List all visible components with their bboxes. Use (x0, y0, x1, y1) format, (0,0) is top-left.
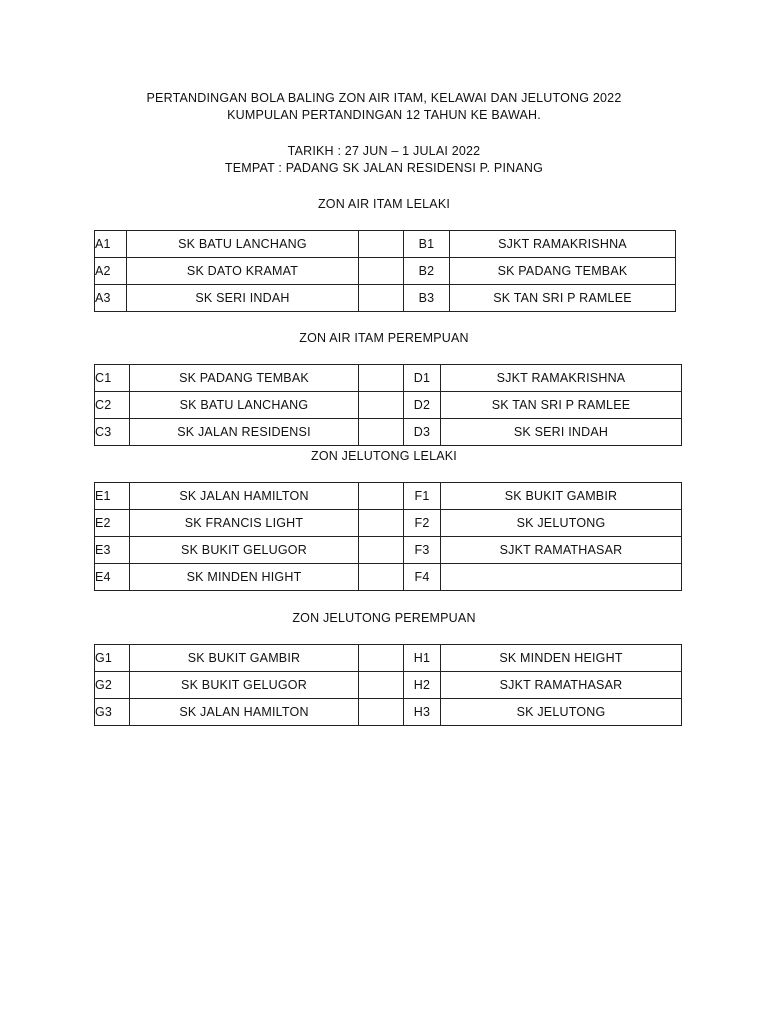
group-code: C2 (95, 392, 130, 419)
blank-cell (359, 392, 404, 419)
document-subtitle: KUMPULAN PERTANDINGAN 12 TAHUN KE BAWAH. (227, 108, 541, 122)
school-name: SJKT RAMATHASAR (441, 537, 682, 564)
group-code: H2 (404, 672, 441, 699)
table-row (95, 537, 682, 564)
date-line: TARIKH : 27 JUN – 1 JULAI 2022 (287, 144, 481, 158)
blank-cell (359, 510, 404, 537)
group-code: G1 (95, 645, 130, 672)
group-table-air-itam-perempuan (94, 364, 682, 446)
blank-cell (359, 419, 404, 446)
group-code: F2 (404, 510, 441, 537)
school-name: SK BUKIT GELUGOR (130, 537, 359, 564)
table-row (95, 699, 682, 726)
school-name: SK BATU LANCHANG (127, 231, 359, 258)
group-code: B2 (404, 258, 450, 285)
table-row (95, 231, 676, 258)
school-name (441, 564, 682, 591)
blank-cell (359, 699, 404, 726)
group-code: E3 (95, 537, 130, 564)
table-row (95, 365, 682, 392)
section-heading-jelutong-perempuan: ZON JELUTONG PEREMPUAN (292, 611, 476, 625)
group-code: F3 (404, 537, 441, 564)
group-code: C1 (95, 365, 130, 392)
school-name: SK MINDEN HEIGHT (441, 645, 682, 672)
school-name: SK BATU LANCHANG (130, 392, 359, 419)
school-name: SK TAN SRI P RAMLEE (450, 285, 676, 312)
school-name: SK PADANG TEMBAK (450, 258, 676, 285)
group-code: G3 (95, 699, 130, 726)
school-name: SK JELUTONG (441, 699, 682, 726)
group-code: F1 (404, 483, 441, 510)
table-row (95, 392, 682, 419)
school-name: SK JALAN HAMILTON (130, 699, 359, 726)
school-name: SK BUKIT GAMBIR (441, 483, 682, 510)
school-name: SJKT RAMAKRISHNA (450, 231, 676, 258)
group-code: C3 (95, 419, 130, 446)
group-code: A2 (95, 258, 127, 285)
blank-cell (359, 564, 404, 591)
school-name: SK SERI INDAH (127, 285, 359, 312)
blank-cell (359, 537, 404, 564)
group-code: E2 (95, 510, 130, 537)
school-name: SK MINDEN HIGHT (130, 564, 359, 591)
group-table-air-itam-lelaki (94, 230, 676, 312)
group-code: B3 (404, 285, 450, 312)
table-row (95, 510, 682, 537)
school-name: SK JELUTONG (441, 510, 682, 537)
group-code: A3 (95, 285, 127, 312)
table-row (95, 645, 682, 672)
school-name: SJKT RAMATHASAR (441, 672, 682, 699)
group-code: H3 (404, 699, 441, 726)
school-name: SK JALAN RESIDENSI (130, 419, 359, 446)
section-heading-air-itam-lelaki: ZON AIR ITAM LELAKI (317, 197, 451, 211)
venue-line: TEMPAT : PADANG SK JALAN RESIDENSI P. PINANG (224, 161, 544, 175)
section-heading-air-itam-perempuan: ZON AIR ITAM PEREMPUAN (299, 331, 469, 345)
table-row (95, 419, 682, 446)
table-row (95, 258, 676, 285)
group-table-jelutong-lelaki (94, 482, 682, 591)
blank-cell (359, 285, 404, 312)
group-code: F4 (404, 564, 441, 591)
school-name: SK PADANG TEMBAK (130, 365, 359, 392)
group-code: B1 (404, 231, 450, 258)
school-name: SK BUKIT GAMBIR (130, 645, 359, 672)
table-row (95, 285, 676, 312)
group-code: E1 (95, 483, 130, 510)
school-name: SK DATO KRAMAT (127, 258, 359, 285)
section-heading-jelutong-lelaki: ZON JELUTONG LELAKI (311, 449, 457, 463)
group-code: E4 (95, 564, 130, 591)
blank-cell (359, 231, 404, 258)
table-row (95, 483, 682, 510)
group-code: G2 (95, 672, 130, 699)
school-name: SJKT RAMAKRISHNA (441, 365, 682, 392)
group-code: D1 (404, 365, 441, 392)
document-title: PERTANDINGAN BOLA BALING ZON AIR ITAM, KELAWAI DAN JELUTONG 2022 (146, 91, 622, 105)
school-name: SK FRANCIS LIGHT (130, 510, 359, 537)
group-code: A1 (95, 231, 127, 258)
blank-cell (359, 258, 404, 285)
blank-cell (359, 483, 404, 510)
blank-cell (359, 645, 404, 672)
group-code: H1 (404, 645, 441, 672)
group-code: D2 (404, 392, 441, 419)
group-table-jelutong-perempuan (94, 644, 682, 726)
table-row (95, 672, 682, 699)
school-name: SK JALAN HAMILTON (130, 483, 359, 510)
blank-cell (359, 672, 404, 699)
group-code: D3 (404, 419, 441, 446)
blank-cell (359, 365, 404, 392)
school-name: SK SERI INDAH (441, 419, 682, 446)
table-row (95, 564, 682, 591)
school-name: SK TAN SRI P RAMLEE (441, 392, 682, 419)
school-name: SK BUKIT GELUGOR (130, 672, 359, 699)
